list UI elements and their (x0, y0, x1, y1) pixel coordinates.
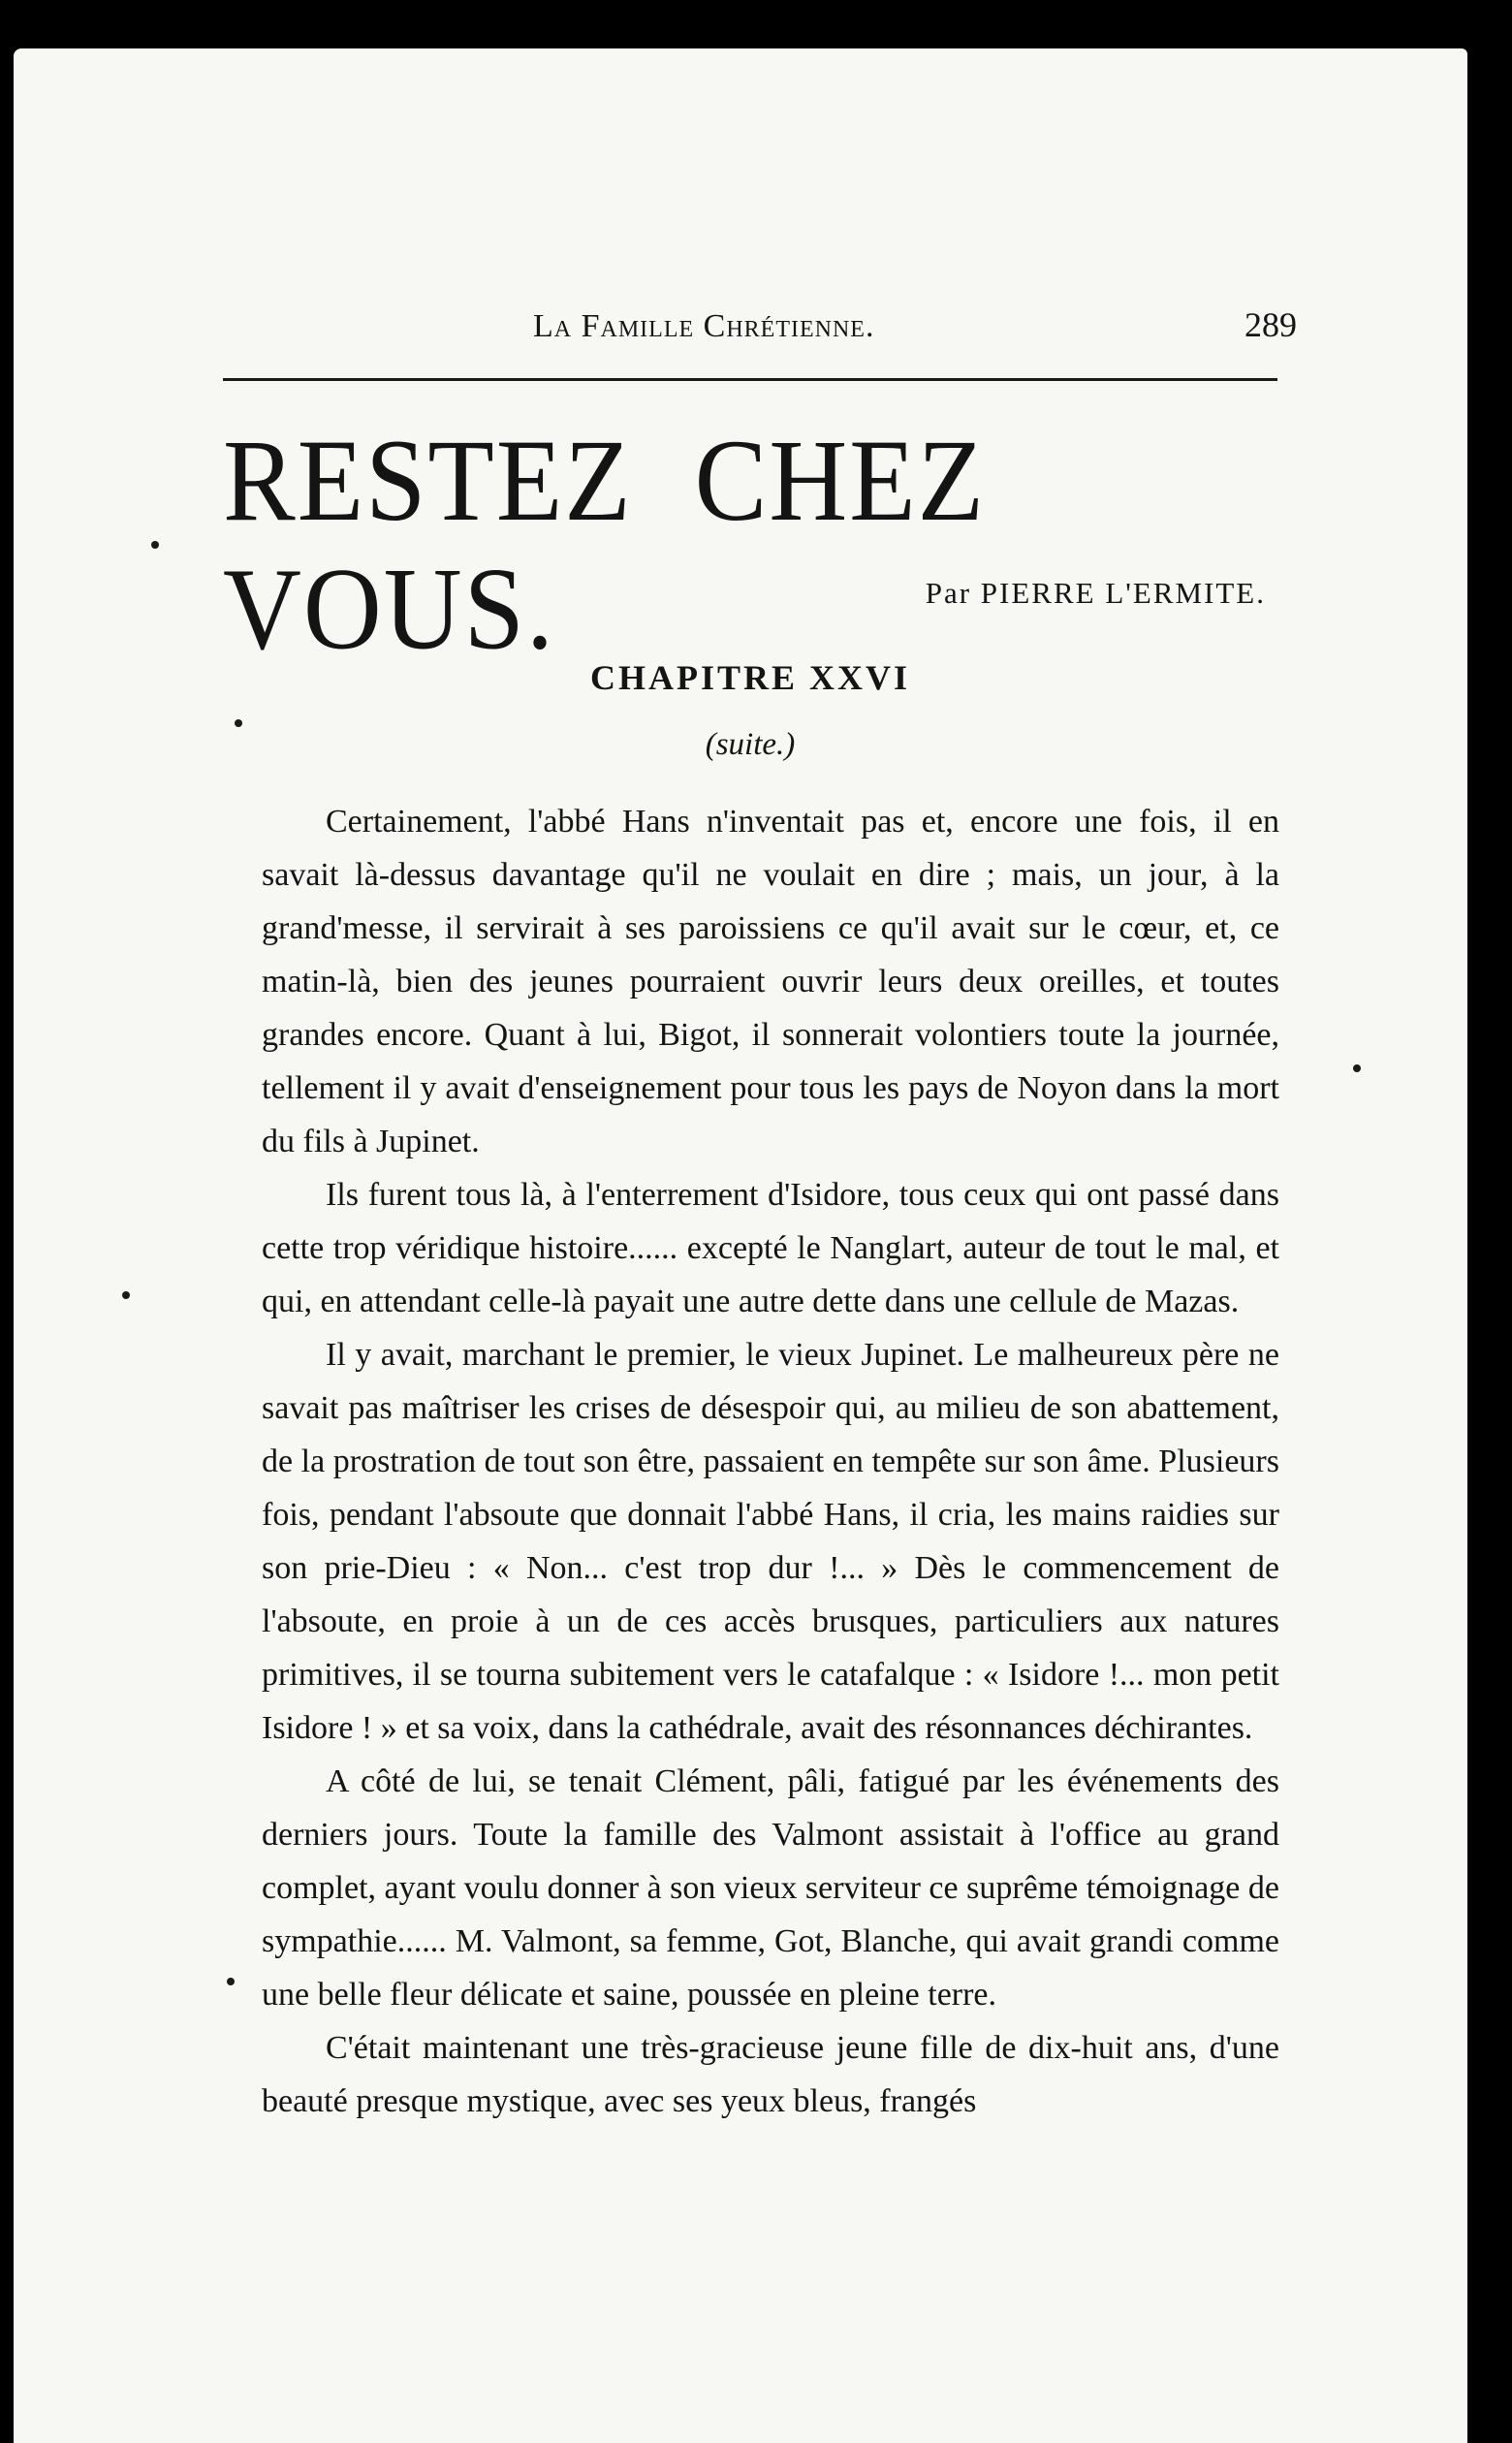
paragraph: C'était maintenant une très-gracieuse jeune fille de dix-huit ans, d'une beauté presque mystique, avec ses yeux bleus, frangés (262, 2030, 1279, 2119)
journal-title: La Famille Chrétienne. (533, 308, 875, 344)
ink-speck (1353, 1064, 1361, 1072)
chapter-heading: CHAPITRE XXVI (589, 658, 911, 697)
ink-speck (151, 541, 159, 549)
paragraph: A côté de lui, se tenait Clément, pâli, fatigué par les événements des derniers jours. Toute la famille des Valmont assistait à l'office au grand complet, ayant voulu donner à son vieux serviteur ce suprême témoignage de sympathie...... M. Valmont, sa femme, Got, Blanche, qui avait grandi comme une belle fleur délicate et saine, poussée en pleine terre. (262, 1763, 1279, 2013)
paragraph: Ils furent tous là, à l'enterrement d'Isidore, tous ceux qui ont passé dans cette trop véridique histoire...... excepté le Nanglart, auteur de tout le mal, et qui, en attendant celle-là payait une autre dette dans une cellule de Mazas. (262, 1177, 1279, 1319)
byline: Par PIERRE L'ERMITE. (925, 576, 1266, 610)
article-title: RESTEZ CHEZ VOUS. (223, 415, 987, 675)
running-head (207, 299, 1297, 357)
paragraph: Il y avait, marchant le premier, le vieux Jupinet. Le malheureux père ne savait pas maîtriser les crises de désespoir qui, au milieu de son abattement, de la prostration de tout son être, passaient en tempête sur son âme. Plusieurs fois, pendant l'absoute que donnait l'abbé Hans, il cria, les mains raidies sur son prie-Dieu : « Non... c'est trop dur !... » Dès le commencement de l'absoute, en proie à un de ces accès brusques, particuliers aux natures primitives, il se tourna subitement vers le catafalque : « Isidore !... mon petit Isidore ! » et sa voix, dans la cathédrale, avait des résonnances déchirantes. (262, 1337, 1279, 1746)
ink-speck (122, 1291, 130, 1299)
chapter-subheading: (suite.) (705, 727, 796, 762)
book-page (14, 48, 1467, 2443)
paragraph: Certainement, l'abbé Hans n'inventait pas et, encore une fois, il en savait là-dessus davantage qu'il ne voulait en dire ; mais, un jour, à la grand'messe, il servirait à ses paroissiens ce qu'il avait sur le cœur, et, ce matin-là, bien des jeunes pourraient ouvrir leurs deux oreilles, et toutes grandes encore. Quant à lui, Bigot, il sonnerait volontiers toute la journée, tellement il y avait d'enseignement pour tous les pays de Noyon dans la mort du fils à Jupinet. (262, 804, 1279, 1159)
body-text (262, 795, 1279, 2128)
page-number: 289 (1244, 305, 1297, 344)
header-rule (223, 378, 1277, 381)
ink-speck (235, 719, 242, 727)
ink-speck (227, 1978, 235, 1985)
